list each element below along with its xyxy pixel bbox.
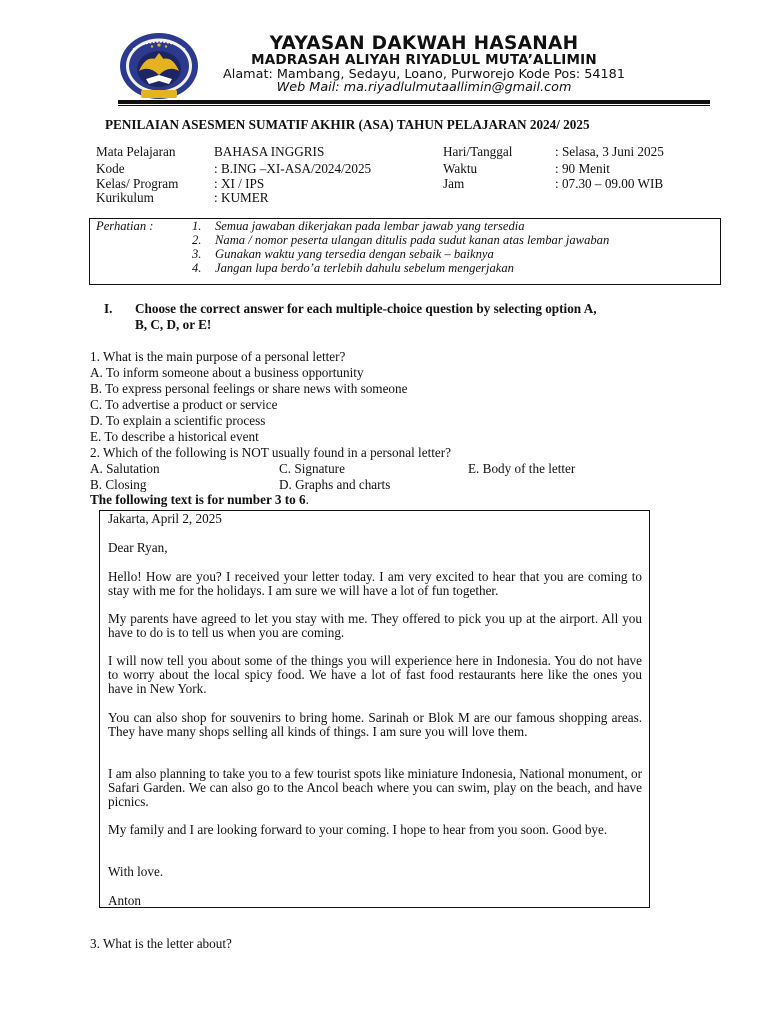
letter-paragraph: You can also shop for souvenirs to bring home. Sarinah or Blok M are our famous shopping areas. They have many shops selling all kinds of things. I am sure you will love them. (108, 710, 642, 740)
q1-option-e: E. To describe a historical event (90, 429, 259, 444)
notes-label: Perhatian : (96, 219, 154, 233)
q1-option-d: D. To explain a scientific process (90, 413, 266, 428)
header-divider-thin (118, 105, 710, 106)
info-label-time: Jam (443, 176, 465, 191)
letter-date: Jakarta, April 2, 2025 (108, 511, 222, 526)
info-label-date: Hari/Tanggal (443, 144, 513, 159)
letter-paragraph: I will now tell you about some of the things you will experience here in Indonesia. You do not have to worry about the local spicy food. We have a lot of fast food restaurants here like the ones you have in New York. (108, 653, 642, 697)
info-label-duration: Waktu (443, 161, 478, 176)
q2-option-d: D. Graphs and charts (279, 477, 391, 492)
letter-closing: With love. (108, 864, 164, 879)
header-divider-thick (118, 100, 710, 104)
passage-intro-period: . (305, 492, 309, 507)
info-value-code: : B.ING –XI-ASA/2024/2025 (214, 161, 372, 176)
note-number: 4. (192, 261, 202, 275)
q2-option-c: C. Signature (279, 461, 345, 476)
section-instruction-line1: Choose the correct answer for each multiple-choice question by selecting option A, (135, 301, 597, 316)
letter-greeting: Dear Ryan, (108, 540, 168, 555)
section-numeral: I. (104, 301, 113, 316)
q1-option-c: C. To advertise a product or service (90, 397, 278, 412)
section-instruction-line2: B, C, D, or E! (135, 317, 212, 332)
note-text: Semua jawaban dikerjakan pada lembar jawab yang tersedia (215, 219, 525, 233)
q1-option-a: A. To inform someone about a business opportunity (90, 365, 364, 380)
info-label-code: Kode (96, 161, 125, 176)
question-2: 2. Which of the following is NOT usually found in a personal letter? (90, 445, 451, 460)
school-logo (119, 31, 199, 103)
q1-option-b: B. To express personal feelings or share news with someone (90, 381, 408, 396)
letter-paragraph: My family and I are looking forward to your coming. I hope to hear from you soon. Good bye. (108, 822, 608, 837)
letter-signature: Anton (108, 893, 141, 908)
info-value-time: : 07.30 – 09.00 WIB (555, 176, 664, 191)
q2-option-b: B. Closing (90, 477, 147, 492)
question-3: 3. What is the letter about? (90, 936, 232, 951)
note-text: Gunakan waktu yang tersedia dengan sebaik – baiknya (215, 247, 494, 261)
letter-paragraph: My parents have agreed to let you stay with me. They offered to pick you up at the airport. All you have to do is to tell us when you are coming. (108, 611, 642, 641)
letter-paragraph: Hello! How are you? I received your letter today. I am very excited to hear that you are coming to stay with me for the holidays. I am sure we will have a lot of fun together. (108, 569, 642, 599)
info-label-curriculum: Kurikulum (96, 190, 154, 205)
note-number: 1. (192, 219, 202, 233)
school-address: Alamat: Mambang, Sedayu, Loano, Purworejo Kode Pos: 54181 (223, 67, 625, 82)
exam-title: PENILAIAN ASESMEN SUMATIF AKHIR (ASA) TAHUN PELAJARAN 2024/ 2025 (105, 117, 590, 132)
info-value-curriculum: : KUMER (214, 190, 269, 205)
letter-paragraph: I am also planning to take you to a few tourist spots like miniature Indonesia, National monument, or Safari Garden. We can also go to the Ancol beach where you can swim, play on the beach, and have picnics. (108, 766, 642, 810)
note-number: 2. (192, 233, 202, 247)
info-label-subject: Mata Pelajaran (96, 144, 176, 159)
school-webmail: Web Mail: ma.riyadlulmutaallimin@gmail.com (276, 80, 572, 95)
q2-option-a: A. Salutation (90, 461, 160, 476)
question-1: 1. What is the main purpose of a personal letter? (90, 349, 346, 364)
info-value-date: : Selasa, 3 Juni 2025 (555, 144, 664, 159)
info-value-duration: : 90 Menit (555, 161, 610, 176)
passage-intro (90, 492, 309, 508)
note-text: Nama / nomor peserta ulangan ditulis pada sudut kanan atas lembar jawaban (215, 233, 610, 247)
note-number: 3. (192, 247, 202, 261)
info-value-subject: BAHASA INGGRIS (214, 144, 325, 159)
info-label-class: Kelas/ Program (96, 176, 179, 191)
foundation-name: YAYASAN DAKWAH HASANAH (269, 33, 579, 54)
school-name: MADRASAH ALIYAH RIYADLUL MUTA’ALLIMIN (251, 52, 597, 68)
info-value-class: : XI / IPS (214, 176, 265, 191)
q2-option-e: E. Body of the letter (468, 461, 576, 476)
note-text: Jangan lupa berdo’a terlebih dahulu sebelum mengerjakan (215, 261, 514, 275)
passage-intro-text: The following text is for number 3 to 6 (90, 492, 306, 507)
